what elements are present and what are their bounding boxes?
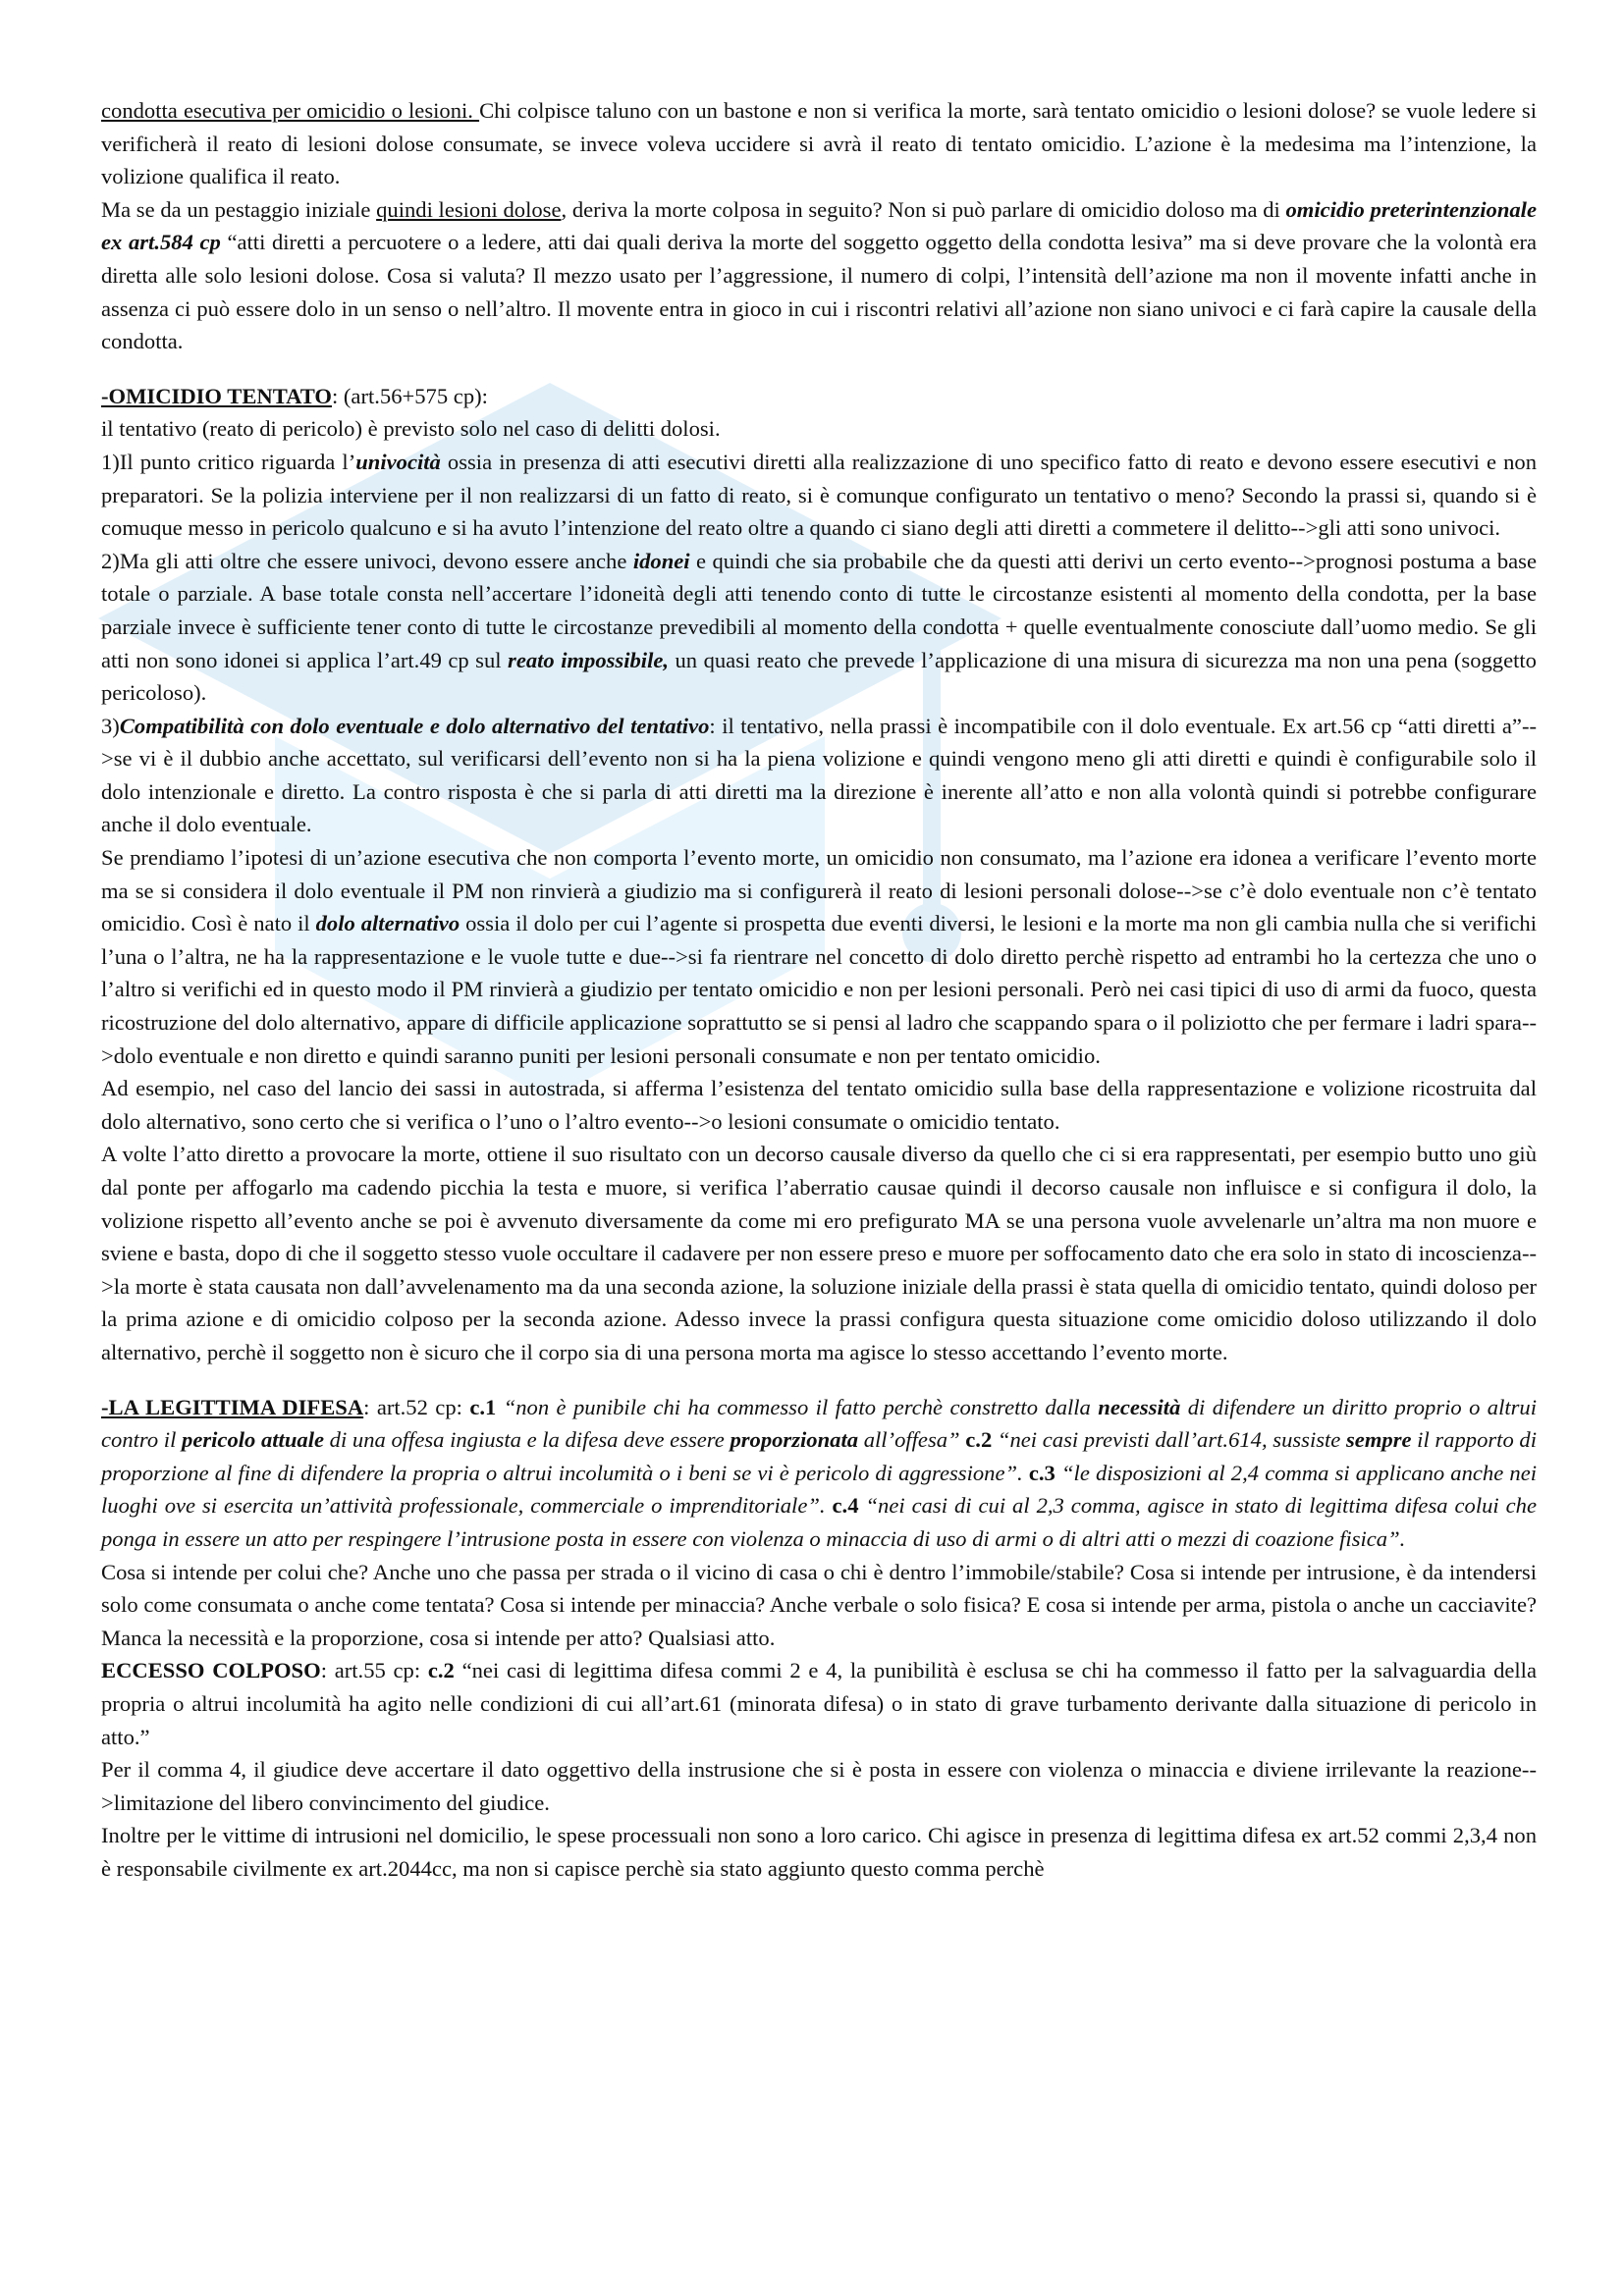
text: : il tentativo, nella prassi è incompatibile con il dolo eventuale. Ex art.56 cp “atti diretti a”-->se vi è il dubbio anche accettato, sul verificarsi dell’evento non si ha la piena volizione e quindi vengono meno gli atti diretti e quindi è configurabile solo il dolo intenzionale e diretto. La contro risposta è che si parla di atti diretti ma la direzione è inerente all’atto e non alla volontà quindi si potrebbe configurare anche il dolo eventuale.: [101, 713, 1537, 837]
text-bold-italic: univocità: [355, 449, 441, 474]
text: Inoltre per le vittime di intrusioni nel domicilio, le spese processuali non sono a loro carico. Chi agisce in presenza di legittima difesa ex art.52 commi 2,3,4 non è responsabile civilmente ex art.2044cc, ma non si capisce perchè sia stato aggiunto questo comma perchè: [101, 1823, 1537, 1881]
text-bold-italic: dolo alternativo: [315, 911, 460, 936]
text: Chi colpisce taluno con un bastone e non si verifica la morte, sarà tentato omicidio o lesioni dolose? se vuole ledere si verificherà il reato di lesioni dolose consumate, se invece voleva uccidere si avrà il reato di tentato omicidio. L’azione è la medesima ma l’intenzione, la volizione qualifica il reato.: [101, 98, 1537, 189]
text-bold-italic: reato impossibile,: [508, 647, 670, 672]
text-italic: di una offesa ingiusta e la difesa deve essere: [324, 1427, 731, 1453]
text-bold-italic: omicidio preterintenzionale ex art.584 cp: [101, 196, 1537, 255]
text: ossia in presenza di atti esecutivi diretti alla realizzazione di uno specifico fatto di reato e devono essere esecutivi e non preparatori. Se la polizia interviene per il non realizzarsi di un fatto di reato, si è comunque configurato un tentativo o meno? Secondo la prassi si, quando si è comuque messo in pericolo qualcuno e si ha avuto l’intenzione del reato oltre a quando ci siano degli atti diretti a commetere il delitto-->gli atti sono univoci.: [101, 449, 1537, 541]
text-bold-italic: necessità: [1098, 1394, 1181, 1419]
section-heading-omicidio-tentato: [101, 380, 1537, 413]
text-bold: c.4: [832, 1493, 859, 1519]
paragraph-tentativo: [101, 412, 1537, 446]
paragraph-domande: [101, 1556, 1537, 1655]
text-bold-italic: pericolo attuale: [182, 1427, 325, 1453]
heading-legittima-difesa: -LA LEGITTIMA DIFESA: [101, 1394, 364, 1419]
heading-omicidio-tentato: -OMICIDIO TENTATO: [101, 383, 332, 408]
paragraph-preterintenzionale: [101, 193, 1537, 358]
text: A volte l’atto diretto a provocare la morte, ottiene il suo risultato con un decorso causale diverso da quello che ci si era rappresentati, per esempio butto uno giù dal ponte per affogarlo ma cadendo picchia la testa e muore, si verifica l’aberratio causae quindi il decorso causale non influisce e si configura il dolo, la volizione rispetto all’evento anche se poi è avvenuto diversamente da come mi ero prefigurato MA se una persona vuole avvelenarle un’altra ma non muore e sviene e basta, dopo di che il soggetto stesso vuole occultare il cadavere per non essere preso e muore per soffocamento dato che era solo in stato di incoscienza-->la morte è stata causata non dall’avvelenamento ma da una seconda azione, la soluzione iniziale della prassi è stata quella di omicidio tentato, quindi doloso per la prima azione e di omicidio colposo per la seconda azione. Adesso invece la prassi configura questa situazione come omicidio doloso utilizzando il dolo alternativo, perchè il soggetto non è sicuro che il corpo sia di una persona morta ma agisce lo stesso accettando l’evento morte.: [101, 1142, 1537, 1364]
paragraph-eccesso-colposo: [101, 1654, 1537, 1753]
text: Se prendiamo l’ipotesi di un’azione esecutiva che non comporta l’evento morte, un omicidio non consumato, ma l’azione era idonea a verificare l’evento morte ma se si considera il dolo eventuale il PM non rinvierà a giudizio ma si configurerà il reato di lesioni personali dolose-->se c’è dolo eventuale non c’è tentato omicidio. Così è nato il: [101, 845, 1537, 936]
text-underlined: quindi lesioni dolose: [376, 196, 562, 222]
text-italic: il rapporto di proporzione al fine di difendere la propria o altrui incolumità o i beni se vi è pericolo di aggressione”.: [101, 1427, 1537, 1485]
paragraph-decorso-causale: [101, 1138, 1537, 1368]
text-bold-italic: proporzionata: [730, 1427, 859, 1453]
text: e quindi che sia probabile che da questi atti derivi un certo evento-->prognosi postuma a base totale o parziale. A base totale consta nell’accertare l’idoneità degli atti tenendo conto di tutte le circostanze esistenti al momento della condotta, per la base parziale invece è sufficiente tener conto di tutte le circostanze prevedibili al momento della condotta + quelle eventualmente conosciute dall’uomo medio. Se gli atti non sono idonei si applica l’art.49 cp sul: [101, 548, 1537, 672]
text-bold-italic: sempre: [1346, 1427, 1412, 1453]
text: “nei casi di legittima difesa commi 2 e 4, la punibilità è esclusa se chi ha commesso il fatto per la salvaguardia della propria o altrui incolumità ha agito nelle condizioni di cui all’art.61 (minorata difesa) o in stato di grave turbamento derivante dalla situazione di pericolo in atto.”: [101, 1658, 1537, 1749]
heading-eccesso-colposo: ECCESSO COLPOSO: [101, 1658, 321, 1683]
text: “atti diretti a percuotere o a ledere, atti dai quali deriva la morte del soggetto oggetto della condotta lesiva” ma si deve provare che la volontà era diretta alle solo lesioni dolose. Cosa si valuta? Il mezzo usato per l’aggressione, il numero di colpi, l’intensità dell’azione ma non il movente infatti anche in assenza ci può essere dolo in un senso o nell’altro. Il movente entra in gioco in cui i riscontri relativi all’azione non siano univoci e ci farà capire la causale della condotta.: [101, 230, 1537, 354]
text: Per il comma 4, il giudice deve accertare il dato oggettivo della instrusione che si è posta in essere con violenza o minaccia e diviene irrilevante la reazione-->limitazione del libero convincimento del giudice.: [101, 1757, 1537, 1815]
spacer: [101, 358, 1537, 380]
text: 1)Il punto critico riguarda l’: [101, 449, 356, 474]
text: Ma se da un pestaggio iniziale: [101, 196, 377, 222]
text: 2)Ma gli atti oltre che essere univoci, devono essere anche: [101, 548, 633, 573]
spacer: [101, 1369, 1537, 1391]
text: : art.55 cp:: [320, 1658, 428, 1683]
text: 3): [101, 713, 120, 738]
text-bold-italic: Compatibilità con dolo eventuale e dolo alternativo del tentativo: [119, 713, 710, 738]
text-underlined: condotta esecutiva per omicidio o lesioni.: [101, 98, 480, 123]
paragraph-dolo-alternativo: [101, 841, 1537, 1072]
text: Cosa si intende per colui che? Anche uno che passa per strada o il vicino di casa o chi è dentro l’immobile/stabile? Cosa si intende per intrusione, è da intendersi solo come consumata o anche come tentata? Cosa si intende per minaccia? Anche verbale o solo fisica? E cosa si intende per arma, pistola o anche un cacciavite? Manca la necessità e la proporzione, cosa si intende per atto? Qualsiasi atto.: [101, 1559, 1537, 1650]
text-bold: c.1: [469, 1394, 497, 1419]
text: ossia il dolo per cui l’agente si prospetta due eventi diversi, le lesioni e la morte ma non gli cambia nulla che si verifichi l’una o l’altra, ne ha la rappresentazione e le vuole tutte e due-->si fa rientrare nel concetto di dolo diretto perchè rispetto ad entrambi ho la certezza che uno o l’altro si verifichi ed in questo modo il PM rinvierà a giudizio per tentato omicidio e non per lesioni personali. Però nei casi tipici di uso di armi da fuoco, questa ricostruzione del dolo alternativo, appare di difficile applicazione soprattutto se si pensi al ladro che scappando spara o il poliziotto che per fermare i ladri spara-->dolo eventuale e non diretto e quindi saranno puniti per lesioni personali consumate e non per tentato omicidio.: [101, 911, 1537, 1068]
text: : art.52 cp:: [363, 1394, 470, 1419]
text-italic: “nei casi di cui al 2,3 comma, agisce in stato di legittima difesa colui che ponga in essere un atto per respingere l’intrusione posta in essere con violenza o minaccia di uso di armi o di altri atti o mezzi di coazione fisica”.: [101, 1493, 1538, 1551]
paragraph-compatibilita: [101, 710, 1537, 841]
text-bold: c.2: [965, 1427, 993, 1453]
text-bold-italic: idonei: [632, 548, 690, 573]
paragraph-comma-4: [101, 1753, 1537, 1819]
paragraph-univocita: [101, 446, 1537, 545]
document-body: [101, 94, 1537, 1885]
paragraph-intro: [101, 94, 1537, 193]
paragraph-idonei: [101, 545, 1537, 710]
text: un quasi reato che prevede l’applicazione di una misura di sicurezza ma non una pena (soggetto pericoloso).: [101, 647, 1537, 706]
text-italic: di difendere un diritto proprio o altrui contro il: [101, 1394, 1537, 1453]
text-italic: “nei casi previsti dall’art.614, sussiste: [992, 1427, 1346, 1453]
text-bold: c.3: [1028, 1460, 1056, 1485]
paragraph-legittima-difesa: [101, 1391, 1537, 1556]
text: Ad esempio, nel caso del lancio dei sassi in autostrada, si afferma l’esistenza del tentato omicidio sulla base della rappresentazione e volizione ricostruita dal dolo alternativo, sono certo che si verifica o l’uno o l’altro evento-->o lesioni consumate o omicidio tentato.: [101, 1076, 1537, 1134]
text-italic: “non è punibile chi ha commesso il fatto perchè constretto dalla: [496, 1394, 1099, 1419]
heading-rest: : (art.56+575 cp):: [331, 383, 488, 408]
paragraph-spese: [101, 1819, 1537, 1885]
text-bold: c.2: [427, 1658, 455, 1683]
text-italic: all’offesa”: [858, 1427, 966, 1453]
text: il tentativo (reato di pericolo) è previsto solo nel caso di delitti dolosi.: [101, 416, 721, 442]
text: , deriva la morte colposa in seguito? Non si può parlare di omicidio doloso ma di: [561, 196, 1286, 222]
text-italic: “le disposizioni al 2,4 comma si applicano anche nei luoghi ove si esercita un’attività professionale, commerciale o imprenditoriale”.: [101, 1460, 1538, 1519]
paragraph-sassi: [101, 1072, 1537, 1138]
